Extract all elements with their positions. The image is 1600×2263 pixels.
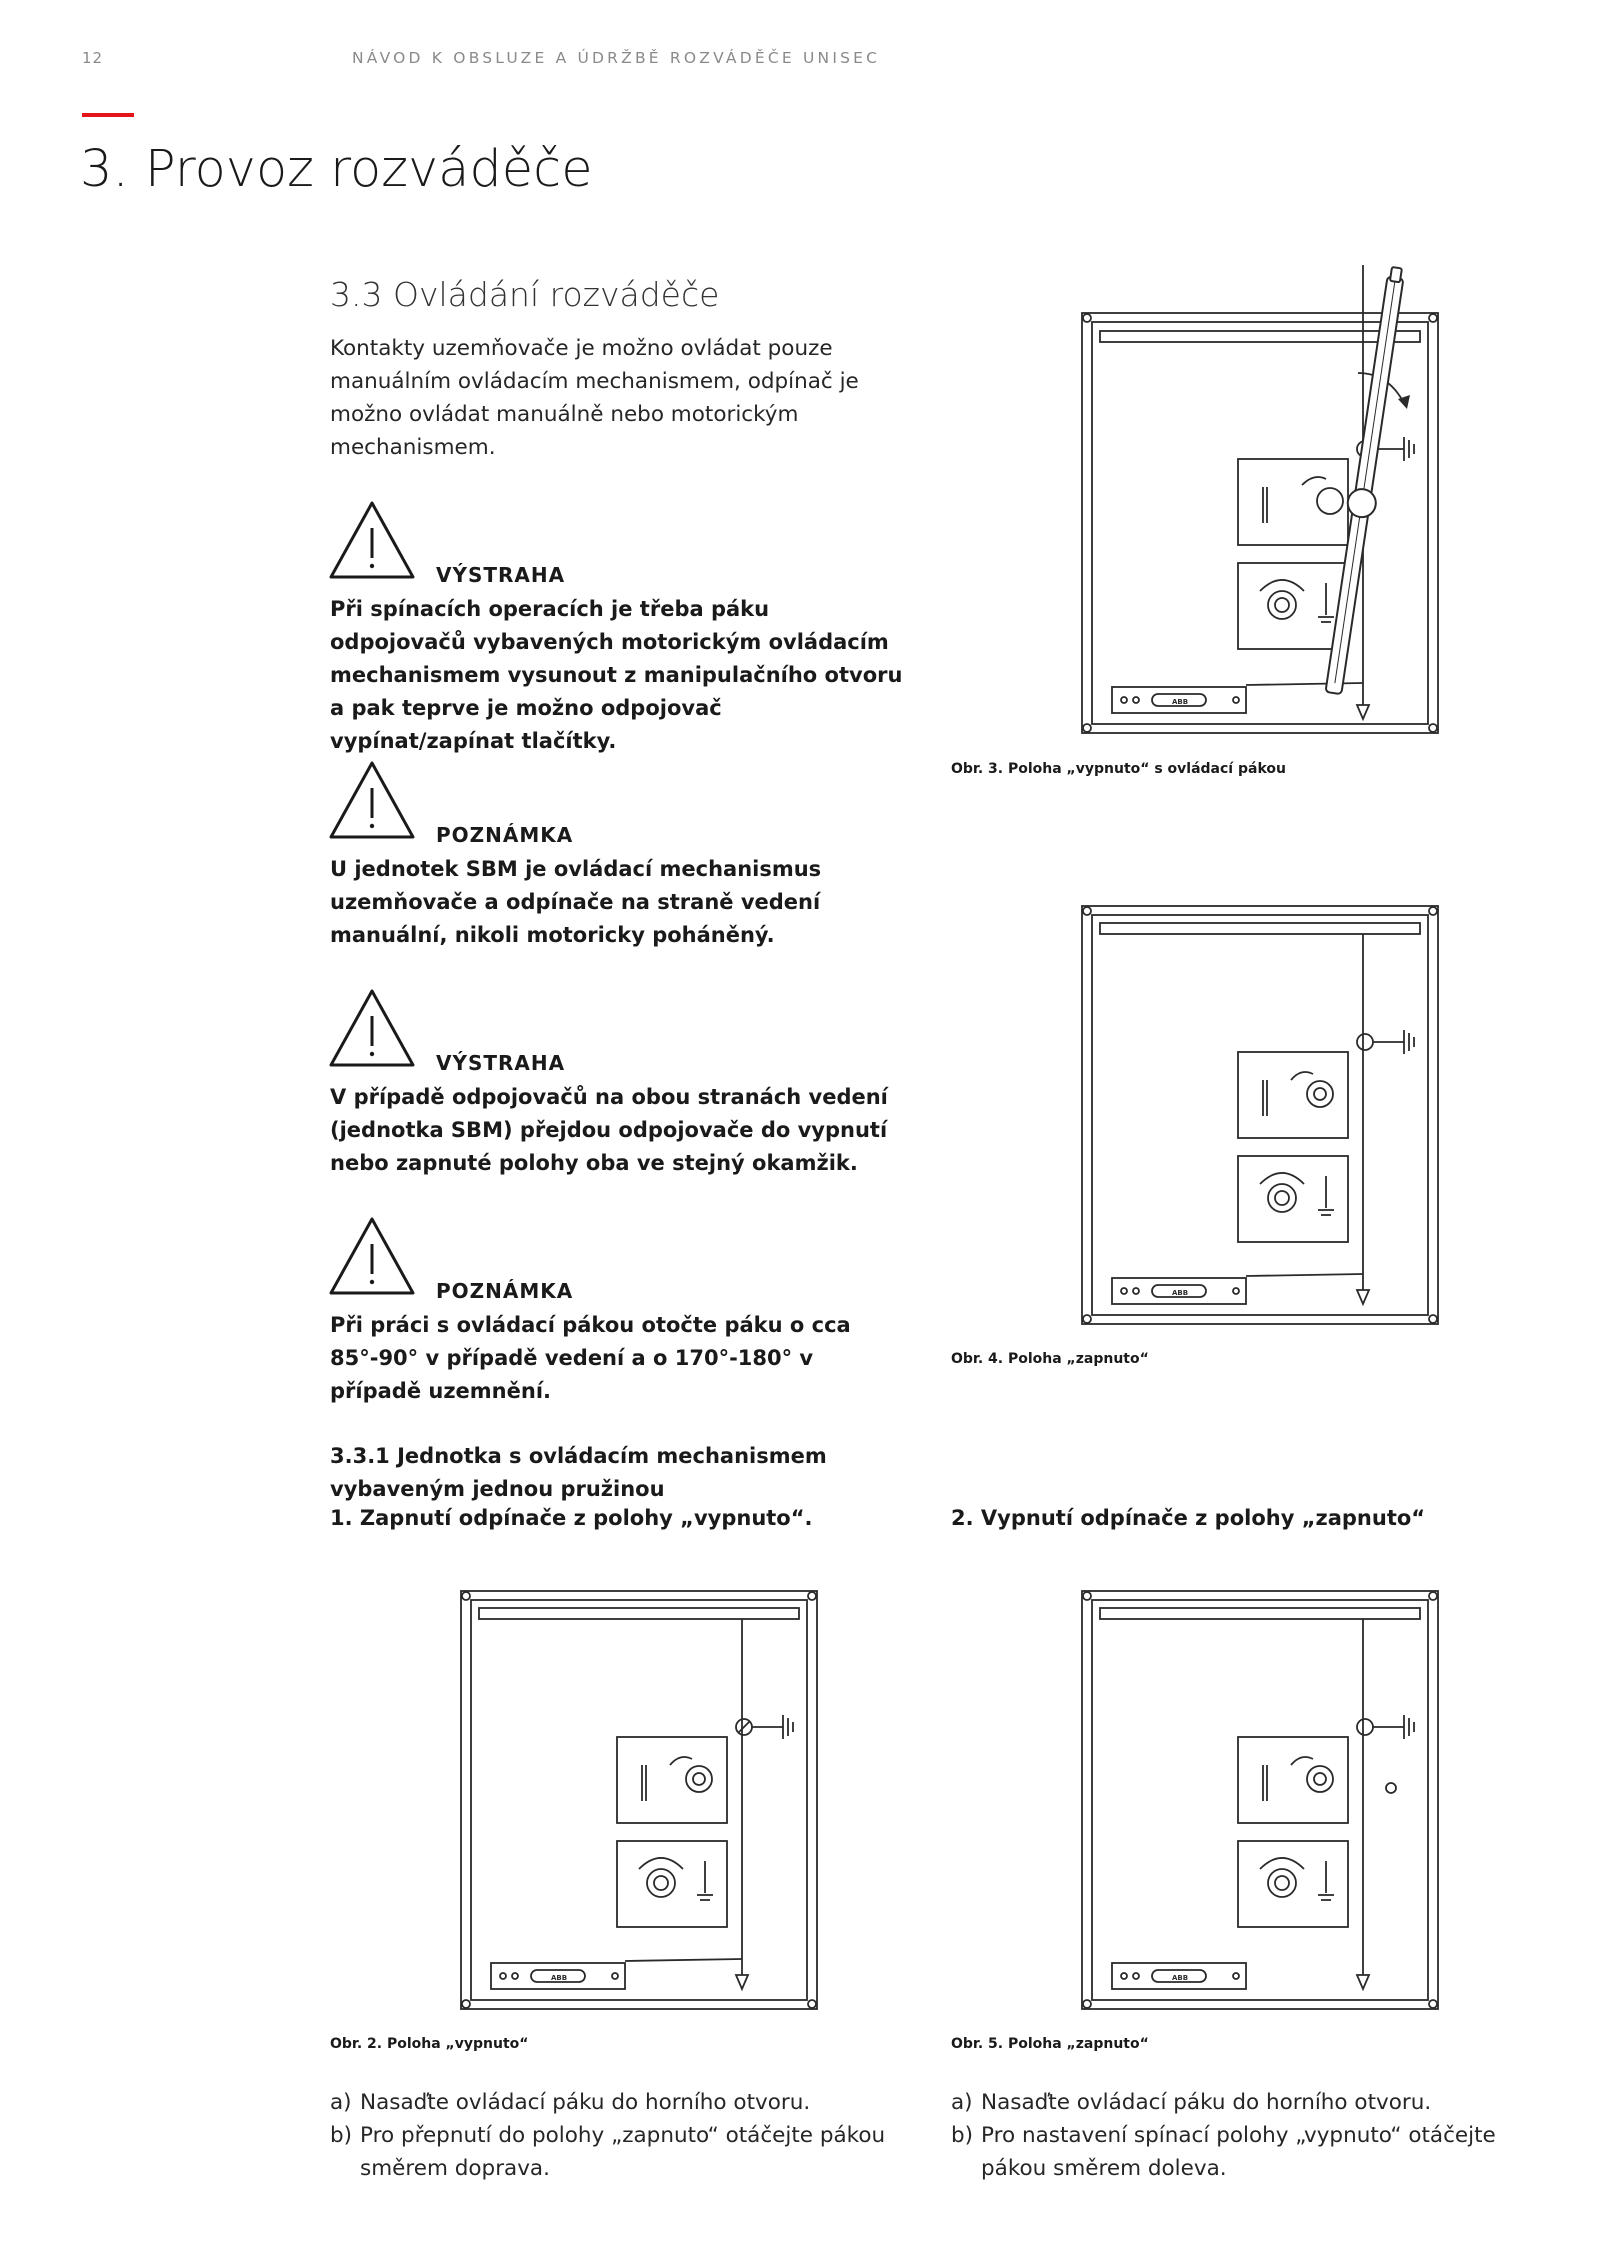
section-intro: Kontakty uzemňovače je možno ovládat pouze manuálním ovládacím mechanismem, odpínač je možno ovládat manuálně nebo motorickým mechanismem. (330, 336, 859, 460)
list-item (330, 2119, 890, 2185)
running-header: NÁVOD K OBSLUZE A ÚDRŽBĚ ROZVÁDĚČE UNISEC (352, 49, 881, 67)
notice-text: V případě odpojovačů na obou stranách vedení (jednotka SBM) přejdou odpojovače do vypnutí nebo zapnuté polohy oba ve stejný okamžik. (330, 1085, 888, 1175)
instructions-left (330, 2086, 890, 2185)
section-title: 3.3 Ovládání rozváděče (330, 275, 720, 314)
figure-2-diagram (455, 1585, 825, 2015)
warning-triangle-icon (328, 1216, 416, 1296)
subsection-title: 3.3.1 Jednotka s ovládacím mechanismem vybaveným jednou pružinou (330, 1444, 827, 1501)
notice-note-2 (328, 1216, 416, 1300)
warning-triangle-icon (328, 500, 416, 580)
notice-text: Při spínacích operacích je třeba páku odpojovačů vybavených motorickým ovládacím mechanismem vysunout z manipulačního otvoru a pak teprve je možno odpojovač vypínat/zapínat tlačítky. (330, 597, 903, 753)
notice-text: Při práci s ovládací pákou otočte páku o cca 85°-90° v případě vedení a o 170°-180° v případě uzemnění. (330, 1313, 851, 1403)
figure-4-diagram (1076, 900, 1446, 1330)
list-label: a) (330, 2090, 352, 2115)
figure-2-caption: Obr. 2. Poloha „vypnuto“ (330, 2036, 529, 2052)
warning-triangle-icon (328, 760, 416, 840)
step-1: 1. Zapnutí odpínače z polohy „vypnuto“. (330, 1506, 813, 1530)
figure-3-diagram (1076, 265, 1446, 740)
notice-text: U jednotek SBM je ovládací mechanismus uzemňovače a odpínače na straně vedení manuální, nikoli motoricky poháněný. (330, 857, 822, 947)
abb-logo: ABB (551, 1974, 568, 1982)
figure-5-caption: Obr. 5. Poloha „zapnuto“ (951, 2036, 1149, 2052)
figure-5-diagram (1076, 1585, 1446, 2015)
notice-heading: POZNÁMKA (436, 1279, 574, 1303)
abb-logo: ABB (1172, 1289, 1189, 1297)
chapter-title: 3. Provoz rozváděče (80, 140, 593, 199)
page-number: 12 (82, 49, 104, 67)
notice-heading: POZNÁMKA (436, 823, 574, 847)
notice-warning-1 (328, 500, 416, 584)
step-2: 2. Vypnutí odpínače z polohy „zapnuto“ (951, 1506, 1426, 1530)
list-item (330, 2086, 890, 2119)
notice-heading: VÝSTRAHA (436, 1051, 566, 1075)
list-label: b) (951, 2123, 974, 2148)
figure-4-caption: Obr. 4. Poloha „zapnuto“ (951, 1351, 1149, 1367)
accent-bar (82, 113, 134, 117)
notice-heading: VÝSTRAHA (436, 563, 566, 587)
notice-warning-2 (328, 988, 416, 1072)
list-text: Nasaďte ovládací páku do horního otvoru. (981, 2090, 1432, 2115)
list-text: Pro nastavení spínací polohy „vypnuto“ otáčejte pákou směrem doleva. (981, 2123, 1496, 2181)
warning-triangle-icon (328, 988, 416, 1068)
list-text: Nasaďte ovládací páku do horního otvoru. (360, 2090, 811, 2115)
list-item (951, 2086, 1511, 2119)
list-label: a) (951, 2090, 973, 2115)
list-item (951, 2119, 1511, 2185)
figure-3-caption: Obr. 3. Poloha „vypnuto“ s ovládací pákou (951, 761, 1286, 777)
abb-logo: ABB (1172, 1974, 1189, 1982)
instructions-right (951, 2086, 1511, 2185)
list-text: Pro přepnutí do polohy „zapnuto“ otáčejte pákou směrem doprava. (360, 2123, 886, 2181)
notice-note-1 (328, 760, 416, 844)
list-label: b) (330, 2123, 353, 2148)
abb-logo: ABB (1172, 698, 1189, 706)
